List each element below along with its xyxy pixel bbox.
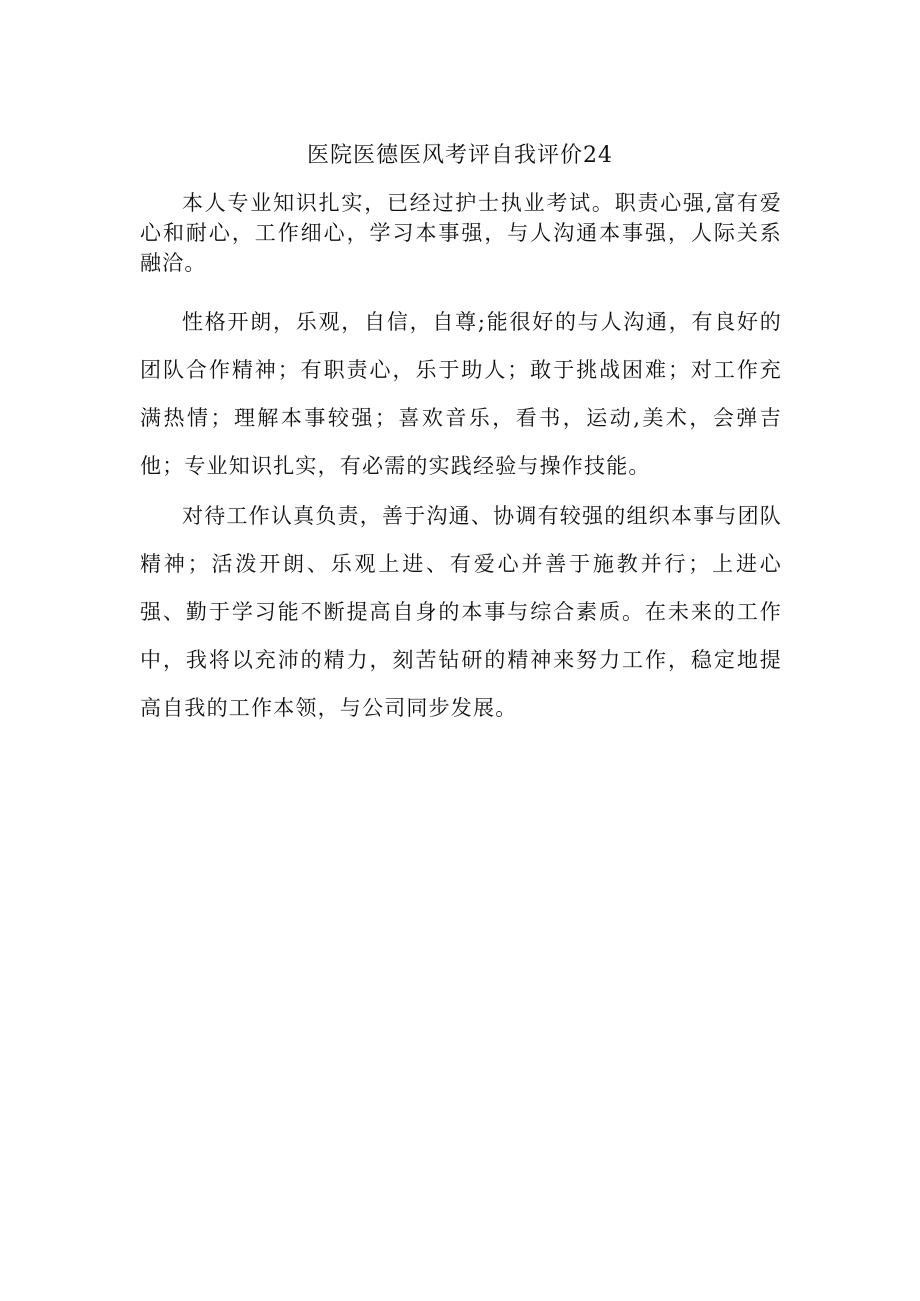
- document-body: [140, 188, 782, 732]
- paragraph-2: 性格开朗，乐观，自信，自尊;能很好的与人沟通，有良好的团队合作精神；有职责心，乐于助人；敢于挑战困难；对工作充满热情；理解本事较强；喜欢音乐，看书，运动,美术，会弹吉他；专业知识扎实，有必需的实践经验与操作技能。: [140, 310, 782, 478]
- paragraph-1: 本人专业知识扎实，已经过护士执业考试。职责心强,富有爱心和耐心，工作细心，学习本事强，与人沟通本事强，人际关系融洽。: [140, 191, 782, 275]
- document-title: 医院医德医风考评自我评价24: [307, 143, 613, 168]
- paragraph-3: 对待工作认真负责，善于沟通、协调有较强的组织本事与团队精神；活泼开朗、乐观上进、有爱心并善于施教并行；上进心强、勤于学习能不断提高自身的本事与综合素质。在未来的工作中，我将以充沛的精力，刻苦钻研的精神来努力工作，稳定地提高自我的工作本领，与公司同步发展。: [140, 504, 782, 720]
